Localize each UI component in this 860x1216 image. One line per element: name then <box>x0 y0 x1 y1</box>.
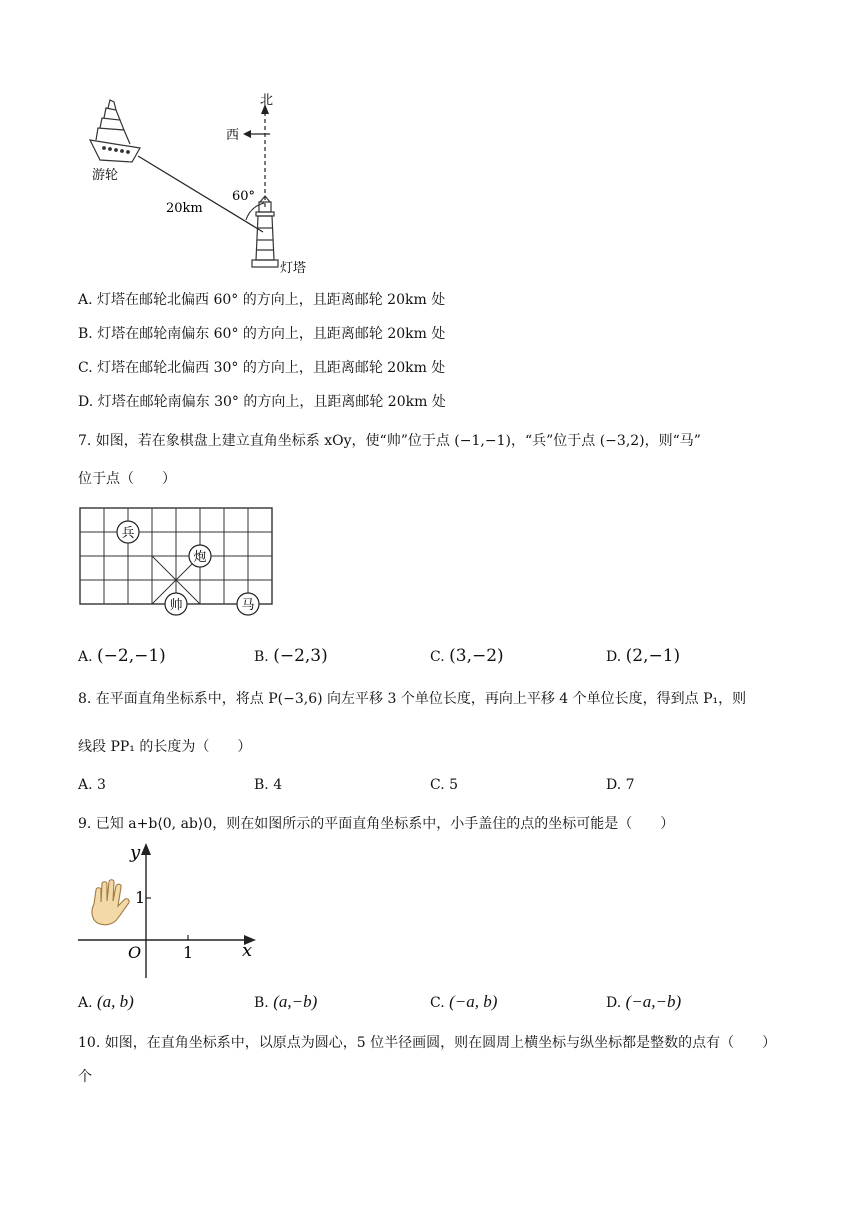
option-letter: B. <box>254 995 269 1011</box>
q8-option-c[interactable] <box>430 777 458 793</box>
option-text: (a, b) <box>97 992 134 1011</box>
option-letter: D. <box>606 649 622 665</box>
angle-label: 60° <box>232 189 256 204</box>
y-axis-label: y <box>130 842 141 863</box>
q7-option-d[interactable] <box>606 646 680 666</box>
west-arrow-icon <box>243 130 251 138</box>
option-letter: B. <box>78 326 93 342</box>
west-label: 西 <box>226 128 240 143</box>
svg-text:炮: 炮 <box>193 550 207 565</box>
chess-piece-pao <box>189 545 211 567</box>
y-tick-label: 1 <box>135 888 146 907</box>
q9-stem-line1: 9. 已知 a+b⟨0, ab⟩0，则在如图所示的平面直角坐标系中，小手盖住的点的坐标可能是（ ） <box>78 816 675 832</box>
option-letter: C. <box>430 995 445 1011</box>
origin-label: O <box>128 943 142 962</box>
option-letter: D. <box>606 995 622 1011</box>
q9-option-b[interactable] <box>254 992 317 1012</box>
svg-text:兵: 兵 <box>121 526 135 541</box>
option-letter: C. <box>78 360 93 376</box>
q7-option-b[interactable] <box>254 646 328 666</box>
svg-text:帅: 帅 <box>169 598 183 613</box>
option-letter: A. <box>78 649 93 665</box>
lighthouse-label: 灯塔 <box>280 261 307 276</box>
svg-text:马: 马 <box>241 598 255 613</box>
option-text: (−a, b) <box>449 992 498 1011</box>
q9-option-c[interactable] <box>430 992 497 1012</box>
option-text: 灯塔在邮轮南偏东 60° 的方向上，且距离邮轮 20km 处 <box>97 326 446 342</box>
q8-option-a[interactable] <box>78 777 106 793</box>
q6-option-b[interactable] <box>78 325 445 343</box>
y-axis-arrow-icon <box>141 843 151 855</box>
option-letter: A. <box>78 995 93 1011</box>
q9-option-d[interactable] <box>606 992 681 1012</box>
q8-option-b[interactable] <box>254 777 282 793</box>
chess-piece-ma <box>237 593 259 615</box>
option-text: 灯塔在邮轮北偏西 60° 的方向上，且距离邮轮 20km 处 <box>97 292 446 308</box>
option-text: 3 <box>97 777 106 793</box>
coordinate-axes-figure <box>74 838 264 984</box>
option-text: (a,−b) <box>273 992 318 1011</box>
distance-label: 20km <box>166 201 203 216</box>
option-letter: A. <box>78 292 93 308</box>
chess-board-figure <box>78 506 278 624</box>
option-text: (−2,−1) <box>97 646 166 666</box>
q8-option-d[interactable] <box>606 777 635 793</box>
q10-stem-line1: 10. 如图，在直角坐标系中，以原点为圆心，5 位半径画圆，则在圆周上横坐标与纵坐标都是整数的点有（ ） <box>78 1035 777 1051</box>
option-letter: B. <box>254 649 269 665</box>
q6-option-d[interactable] <box>78 393 446 411</box>
option-text: 灯塔在邮轮北偏西 30° 的方向上，且距离邮轮 20km 处 <box>97 360 446 376</box>
q8-stem-line1: 8. 在平面直角坐标系中，将点 P(−3,6) 向左平移 3 个单位长度，再向上平移 4 个单位长度，得到点 P₁，则 <box>78 691 747 707</box>
q7-option-c[interactable] <box>430 646 504 666</box>
x-axis-label: x <box>242 940 253 961</box>
option-text: (3,−2) <box>449 646 504 666</box>
option-letter: C. <box>430 649 445 665</box>
option-letter: B. <box>254 777 269 793</box>
option-letter: C. <box>430 777 445 793</box>
option-text: (2,−1) <box>625 646 681 666</box>
option-text: 灯塔在邮轮南偏东 30° 的方向上，且距离邮轮 20km 处 <box>97 394 446 410</box>
option-letter: A. <box>78 777 93 793</box>
option-text: 5 <box>449 777 459 793</box>
option-text: (−a,−b) <box>625 992 682 1011</box>
chess-piece-bing <box>117 521 139 543</box>
x-tick-label: 1 <box>183 943 194 962</box>
option-text: (−2,3) <box>273 646 328 666</box>
q6-option-a[interactable] <box>78 291 445 309</box>
cruise-ship-icon <box>90 100 140 162</box>
option-letter: D. <box>606 777 622 793</box>
chess-piece-shuai <box>165 593 187 615</box>
q7-stem-line1: 7. 如图，若在象棋盘上建立直角坐标系 xOy，使“帅”位于点 (−1,−1)，“兵”位于点 (−3,2)，则“马” <box>78 433 701 449</box>
option-text: 7 <box>625 777 635 793</box>
q9-option-a[interactable] <box>78 992 134 1012</box>
q7-option-a[interactable] <box>78 646 166 666</box>
hand-icon <box>92 880 129 925</box>
option-letter: D. <box>78 394 94 410</box>
q6-option-c[interactable] <box>78 359 445 377</box>
option-text: 4 <box>273 777 283 793</box>
ship-lighthouse-figure <box>80 90 350 280</box>
north-label: 北 <box>260 93 274 108</box>
ship-label: 游轮 <box>92 168 119 183</box>
q10-stem-line2: 个 <box>78 1069 92 1085</box>
q8-stem-line2: 线段 PP₁ 的长度为（ ） <box>78 739 252 755</box>
q7-stem-line2: 位于点（ ） <box>78 471 176 487</box>
